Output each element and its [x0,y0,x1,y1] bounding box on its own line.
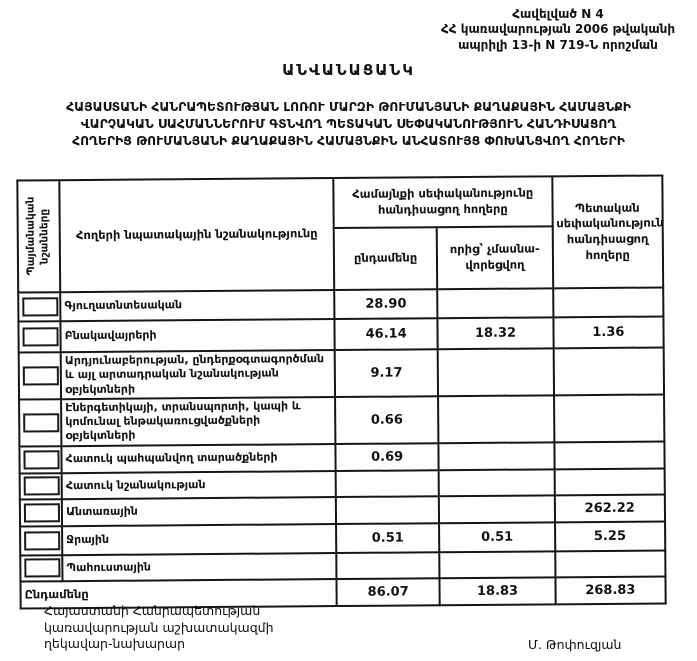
value-not-privatized: 18.32 [438,317,554,349]
table-body [18,287,665,608]
row-label: Էներգետիկայի, տրանսպորտի, կապի և կոմունալ ենթակառուցվածքների օբյեկտների [61,397,335,446]
symbol-cell [20,555,62,581]
value-total [336,552,440,579]
value-not-privatized [437,288,553,318]
value-total: 0.69 [335,443,439,471]
value-total: 9.17 [335,349,439,397]
value-state [554,441,665,469]
row-label: Ջրային [62,524,336,555]
row-label: Անտառային [62,497,336,526]
col-purpose-header: Հողերի նպատակային նշանակությունը [59,178,334,292]
value-not-privatized [439,442,555,470]
value-state: 5.25 [555,521,666,551]
table-header [17,175,663,292]
legend-checkbox-icon [23,450,59,469]
footer-line-1: Հայաստանի Հանրապետության [44,603,261,618]
total-value-state: 268.83 [555,576,666,604]
value-total [336,496,440,524]
value-state [555,550,666,577]
legend-checkbox-icon [24,476,60,495]
value-state [554,468,665,495]
symbol-cell [20,473,62,499]
symbol-cell [19,399,61,446]
row-label: Բնակավայրերի [61,319,335,352]
row-label: Գյուղատնտեսական [60,290,334,321]
page-title: ԱՆՎԱՆԱՑԱՆԿ [282,61,415,79]
symbol-cell [18,292,60,321]
legend-checkbox-icon [24,531,60,550]
col-symbols-header [17,180,60,292]
symbol-cell [19,352,61,399]
col-symbols-header-label: Պայմանական նշանները [24,197,52,276]
col-state-header: Պետական սեփականություն հանդիսացող հողերը [552,175,663,288]
legend-checkbox-icon [23,413,59,432]
symbol-cell [18,321,60,352]
value-not-privatized [438,348,554,396]
value-state: 262.22 [554,494,665,522]
total-label: Ընդամենը [20,579,336,608]
land-table [16,174,666,609]
value-total [336,470,440,497]
col-total-header: ընդամենը [334,227,438,290]
table-row [19,394,664,446]
annex-line-3: ապրիլի 13-ի N 719-Ն որոշման [458,37,658,52]
value-not-privatized [439,469,555,496]
footer-line-3: ղեկավար-նախարար [44,636,186,651]
col-community-group-header: Համայնքի սեփականությունը հանդիսացող հողերը [333,176,552,228]
value-total: 0.66 [335,396,439,444]
subtitle-line-1: ՀԱՅԱՍՏԱՆԻ ՀԱՆՐԱՊԵՏՈՒԹՅԱՆ ԼՈՌՈՒ ՄԱՐԶԻ ԹՈՒՄԱՆՅԱՆԻ ՔԱՂԱՔԱՅԻՆ ՀԱՄԱՅՆՔԻ [66,100,631,114]
annex-line-1: Հավելված N 4 [512,7,604,21]
legend-checkbox-icon [24,558,60,577]
value-state [553,287,664,317]
value-not-privatized [439,495,555,523]
footer-signatory [44,603,274,653]
value-not-privatized: 0.51 [439,522,555,552]
value-state [553,347,664,395]
footer-line-2: կառավարության աշխատակազմի [44,619,274,635]
total-value-not-privatized: 18.83 [440,577,556,605]
legend-checkbox-icon [24,503,60,522]
row-label: Հատուկ պահպանվող տարածքների [62,444,336,473]
legend-checkbox-icon [23,366,59,385]
value-total: 46.14 [334,318,438,350]
col-not-privatized-header: որից՝ չմասնա-վորեցվող [437,226,553,289]
annex-header [427,7,689,53]
row-label: Հատուկ նշանակության [62,471,336,499]
table-row [18,316,663,352]
header-row-1 [17,175,662,230]
row-label: Արդյունաբերության, ընդերքօգտագործման և այլ արտադրական նշանակության օբյեկտների [61,350,335,399]
value-state: 1.36 [553,316,664,348]
subtitle-line-3: ՀՈՂԵՐԻՑ ԹՈՒՄԱՆՅԱՆԻ ՔԱՂԱՔԱՅԻՆ ՀԱՄԱՅՆՔԻՆ ԱՆՀԱՏՈՒՅՑ ՓՈԽԱՆՑՎՈՂ ՀՈՂԵՐԻ [72,134,625,149]
value-total: 28.90 [334,289,438,319]
page-subtitle [17,99,680,151]
total-value-total: 86.07 [336,578,440,606]
subtitle-line-2: ՎԱՐՉԱԿԱՆ ՍԱՀՄԱՆՆԵՐՈՒՄ ԳՏՆՎՈՂ ՊԵՏԱԿԱՆ ՍԵՓԱԿԱՆՈՒԹՅՈՒՆ ՀԱՆԴԻՍԱՑՈՂ [80,117,617,132]
legend-checkbox-icon [22,327,58,346]
table-row [19,347,664,399]
value-state [554,394,665,442]
legend-checkbox-icon [22,297,58,316]
value-not-privatized [438,395,554,443]
signature-name: Մ. Թոփուզյան [528,637,622,652]
annex-line-2: ՀՀ կառավարության 2006 թվականի [440,22,676,37]
symbol-cell [20,526,62,555]
value-not-privatized [440,551,556,578]
value-total: 0.51 [336,523,440,553]
symbol-cell [19,446,61,473]
row-label: Պահուստային [62,553,336,581]
symbol-cell [20,499,62,526]
